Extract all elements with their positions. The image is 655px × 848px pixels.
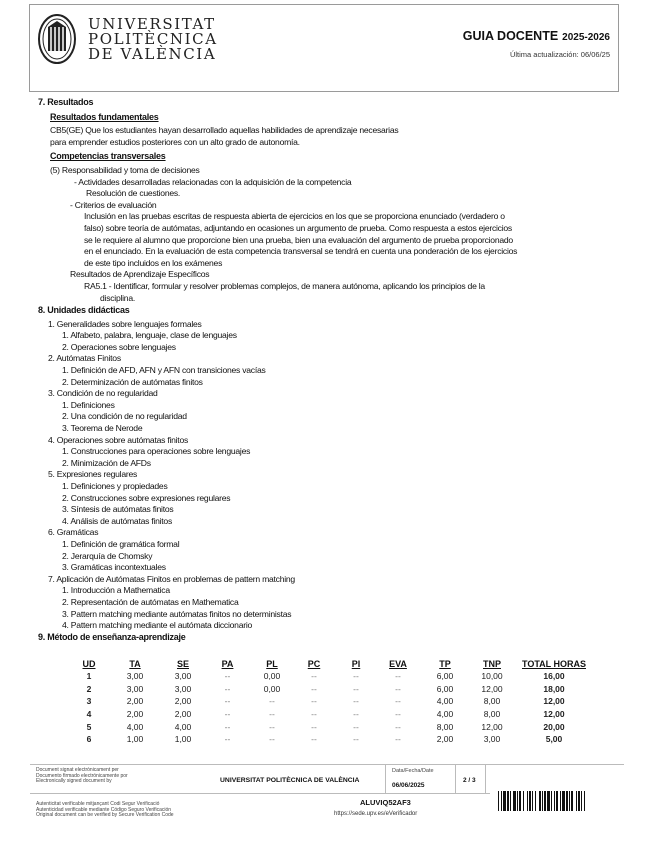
table-cell: 4,00 [174, 721, 192, 732]
subunit: 1. Definición de AFD, AFN y AFN con transiciones vacías [62, 365, 266, 376]
subunit: 1. Introducción a Mathematica [62, 585, 170, 596]
table-cell: -- [311, 683, 317, 694]
table-cell: 8,00 [436, 721, 454, 732]
section-9-title: 9. Método de enseñanza-aprendizaje [38, 631, 186, 642]
teaching-method-table [70, 657, 595, 746]
table-cell: 12,00 [543, 709, 565, 720]
table-cell: -- [269, 709, 275, 720]
table-cell: 20,00 [543, 721, 565, 732]
table-cell: -- [224, 671, 231, 682]
subunit: 3. Síntesis de autómatas finitos [62, 504, 174, 515]
table-cell: 3 [86, 696, 92, 707]
unit [48, 574, 618, 632]
col-header: TNP [483, 658, 501, 669]
table-cell: 2,00 [436, 734, 454, 745]
table-cell: 3,00 [174, 683, 192, 694]
subunit: 1. Construcciones para operaciones sobre lenguajes [62, 446, 251, 457]
col-header: TA [129, 658, 141, 669]
table-cell: -- [269, 696, 275, 707]
unit [48, 353, 618, 388]
section-7-title: 7. Resultados [38, 97, 94, 107]
specific-learning-results-text: RA5.1 - Identificar, formular y resolver problemas complejos, de manera autónoma, aplicando los principios de la disciplina. [84, 280, 485, 303]
table-cell: -- [353, 721, 359, 732]
table-cell: 1,00 [174, 734, 192, 745]
unit-title: 4. Operaciones sobre autómatas finitos [48, 434, 189, 445]
competence-item: (5) Responsabilidad y toma de decisiones [50, 164, 200, 175]
table-cell: 4,00 [436, 696, 454, 707]
col-header: PC [307, 658, 321, 669]
table-cell: 2,00 [174, 696, 192, 707]
last-update: Última actualización: 06/06/25 [509, 50, 610, 59]
divider [30, 793, 490, 794]
table-cell: 2,00 [126, 696, 144, 707]
table-cell: -- [224, 721, 231, 732]
divider [485, 765, 486, 793]
table-cell: 8,00 [483, 709, 501, 720]
table-cell: -- [395, 671, 401, 682]
verification-url[interactable]: https://sede.upv.es/eVerificador [334, 811, 418, 817]
subunit: 3. Teorema de Nerode [62, 423, 143, 434]
table-cell: -- [311, 696, 317, 707]
subunit: 1. Definición de gramática formal [62, 538, 180, 549]
subunit: 1. Definiciones y propiedades [62, 481, 168, 491]
col-header: PA [221, 658, 234, 669]
section-8-title: 8. Unidades didácticas [38, 305, 130, 316]
table-row [70, 695, 595, 708]
subunit: 1. Alfabeto, palabra, lenguaje, clase de lenguajes [62, 330, 237, 341]
table-cell: -- [269, 734, 275, 745]
col-header: TP [439, 658, 451, 669]
subunit: 2. Minimización de AFDs [62, 457, 151, 468]
signing-university: UNIVERSITAT POLITÈCNICA DE VALÈNCIA [220, 777, 360, 784]
page-header [29, 4, 619, 92]
table-cell: -- [311, 721, 317, 732]
table-cell: -- [311, 734, 317, 745]
table-cell: 2,00 [126, 709, 144, 720]
unit [48, 388, 618, 434]
university-wordmark: UNIVERSITAT POLITÈCNICA DE VALÈNCIA [88, 15, 218, 63]
table-cell: 6,00 [436, 683, 454, 694]
table-cell: -- [353, 683, 359, 694]
table-cell: -- [395, 721, 401, 732]
table-cell: 5,00 [545, 734, 563, 745]
table-cell: -- [269, 721, 275, 732]
table-cell: 12,00 [481, 721, 503, 732]
table-cell: 12,00 [543, 696, 565, 707]
table-cell: -- [395, 683, 401, 694]
date-label: Data/Fecha/Date [392, 768, 434, 774]
table-cell: 3,00 [126, 671, 144, 682]
table-cell: 2 [86, 683, 92, 694]
specific-learning-results-label: Resultados de Aprendizaje Específicos [70, 269, 210, 280]
col-header: EVA [389, 658, 407, 669]
subunit: 2. Construcciones sobre expresiones regulares [62, 492, 231, 503]
table-header-row [70, 657, 595, 670]
fundamental-results-text: CB5(GE) Que los estudiantes hayan desarrollado aquellas habilidades de aprendizaje necesarias para emprender estudios posteriores con un alto grado de autonomía. [50, 125, 399, 147]
table-cell: 5 [86, 721, 92, 732]
unit-title: 1. Generalidades sobre lenguajes formales [48, 318, 202, 329]
table-row [70, 733, 595, 746]
table-row [70, 670, 595, 683]
activities-label: - Actividades desarrolladas relacionadas con la adquisición de la competencia [74, 176, 352, 187]
transversal-competences-heading: Competencias transversales [50, 151, 166, 162]
col-header: PL [266, 658, 278, 669]
table-cell: 6 [86, 734, 92, 745]
table-cell: 0,00 [263, 683, 281, 694]
units-list [48, 319, 618, 632]
unit [48, 319, 618, 354]
subunit: 2. Determinización de autómatas finitos [62, 376, 203, 387]
col-header: SE [176, 658, 189, 669]
table-cell: 1 [86, 671, 92, 682]
table-cell: -- [311, 709, 317, 720]
unit-title: 6. Gramáticas [48, 527, 99, 538]
table-row [70, 683, 595, 696]
table-cell: 4,00 [126, 721, 144, 732]
signature-footer [30, 764, 624, 823]
table-cell: 3,00 [126, 683, 144, 694]
academic-year: 2025-2026 [562, 32, 610, 43]
divider [455, 765, 456, 793]
table-cell: 4 [86, 709, 92, 720]
subunit: 4. Pattern matching mediante el autómata diccionario [62, 620, 253, 631]
page-number: 2 / 3 [463, 777, 476, 784]
guide-title: GUIA DOCENTE 2025-2026 [462, 29, 610, 43]
table-row [70, 708, 595, 721]
verification-text: Autenticitat verificable mitjançant Codi Segur Verificació Autenticidad verificable mediante Código Seguro Verificación Original document can be verified by Secure Verification Code [36, 801, 174, 819]
table-cell: -- [224, 734, 231, 745]
col-header: UD [82, 658, 96, 669]
subunit: 3. Pattern matching mediante autómatas finitos no deterministas [62, 608, 292, 619]
table-cell: 3,00 [174, 671, 192, 682]
barcode-icon [498, 791, 616, 811]
subunit: 4. Análisis de autómatas finitos [62, 515, 172, 526]
subunit: 1. Definiciones [62, 399, 115, 410]
activities-value: Resolución de cuestiones. [86, 188, 181, 199]
table-cell: 10,00 [481, 671, 503, 682]
table-cell: 2,00 [174, 709, 192, 720]
unit [48, 527, 618, 573]
page-content [38, 97, 618, 643]
signature-date: 06/06/2025 [392, 782, 425, 789]
unit-title: 7. Aplicación de Autómatas Finitos en problemas de pattern matching [48, 573, 295, 584]
table-cell: -- [353, 671, 359, 682]
table-row [70, 720, 595, 733]
table-cell: -- [395, 734, 401, 745]
table-cell: 16,00 [543, 671, 565, 682]
table-cell: -- [311, 671, 317, 682]
subunit: 3. Gramáticas incontextuales [62, 562, 166, 573]
table-cell: 3,00 [483, 734, 501, 745]
unit-title: 3. Condición de no regularidad [48, 388, 158, 399]
table-cell: 12,00 [481, 683, 503, 694]
table-cell: -- [395, 709, 401, 720]
criteria-text: Inclusión en las pruebas escritas de respuesta abierta de ejercicios en los que se proporciona enunciado (verdadero o falso) sobre teoría de autómatas, adjuntando en ocasiones un argumento de prueba. Como respuesta a estos ejercicios se le requiere al alumno que proporcione bien una prueba, bien una evaluación del argumento de prueba proporcionado en el enunciado. En la evaluación de esta competencia transversal se tendrá en cuenta una ponderación de los ejercicios de este tipo incluidos en los exámenes [84, 211, 518, 268]
subunit: 2. Operaciones sobre lenguajes [62, 341, 176, 352]
unit [48, 435, 618, 470]
unit-title: 5. Expresiones regulares [48, 469, 138, 480]
university-seal-logo [37, 13, 77, 65]
divider [385, 765, 386, 793]
unit-title: 2. Autómatas Finitos [48, 353, 121, 364]
table-cell: 8,00 [483, 696, 501, 707]
col-header: TOTAL HORAS [521, 658, 586, 669]
table-cell: -- [353, 709, 359, 720]
unit [48, 469, 618, 527]
subunit: 2. Una condición de no regularidad [62, 411, 187, 422]
criteria-label: - Criterios de evaluación [70, 199, 157, 210]
table-cell: 1,00 [126, 734, 144, 745]
table-cell: 18,00 [543, 683, 565, 694]
table-cell: -- [224, 696, 231, 707]
table-cell: -- [353, 696, 359, 707]
table-cell: 6,00 [436, 671, 454, 682]
subunit: 2. Representación de autómatas en Mathematica [62, 596, 239, 607]
signed-by-text: Document signat electrònicament per Documento firmado electrónicamente por Electronically signed document by [36, 767, 128, 785]
table-cell: 4,00 [436, 709, 454, 720]
table-cell: -- [224, 683, 231, 694]
table-cell: -- [224, 709, 231, 720]
subunit: 2. Jerarquía de Chomsky [62, 550, 153, 561]
table-cell: -- [395, 696, 401, 707]
verification-code: ALUVIQ52AF3 [360, 798, 411, 807]
fundamental-results-heading: Resultados fundamentales [50, 111, 159, 122]
table-cell: -- [353, 734, 359, 745]
table-cell: 0,00 [263, 671, 281, 682]
col-header: PI [351, 658, 361, 669]
